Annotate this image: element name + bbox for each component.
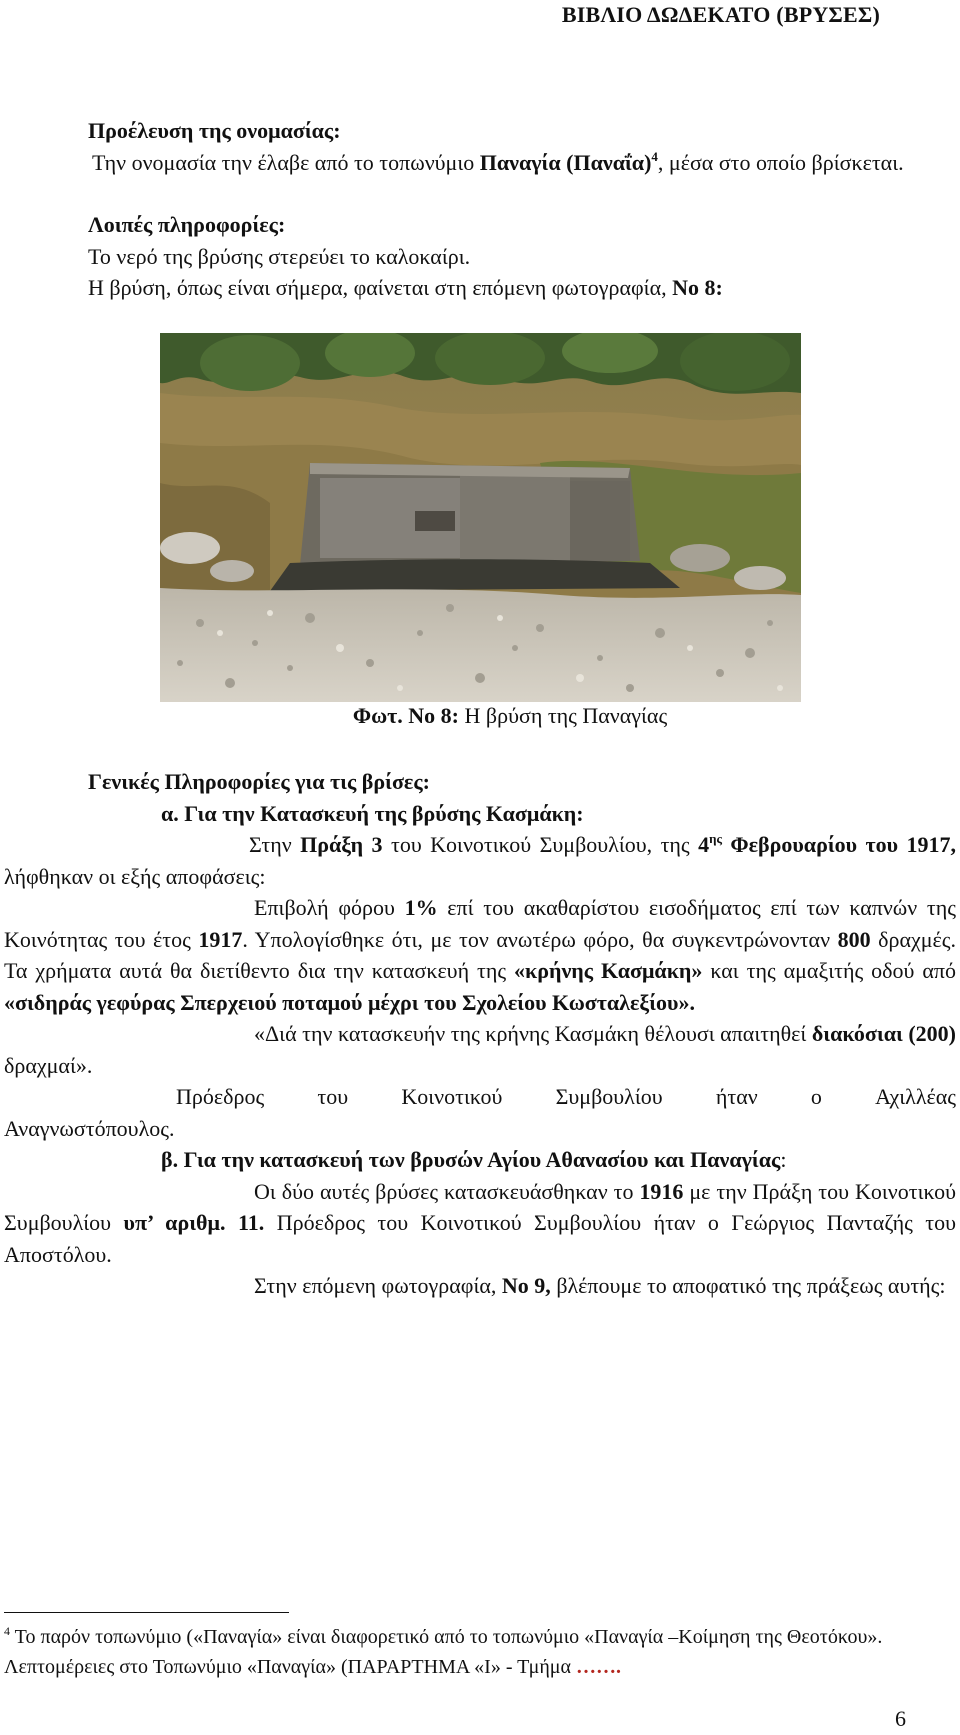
paragraph-5: Οι δύο αυτές βρύσες κατασκευάσθηκαν το 1916 με την Πράξη του Κοινοτικού Συμβουλίου υπ’ αριθμ. 11. Πρόεδρος του Κοινοτικού Συμβουλίου ήταν ο Γεώργιος Πανταζής του Αποστόλου. [4,1178,956,1267]
origin-section [4,115,956,178]
paragraph-4-last: Αναγνωστόπουλος. [4,1115,175,1141]
footnote-separator [4,1612,289,1613]
other-info-line1: Το νερό της βρύσης στερεύει το καλοκαίρι. [88,243,471,269]
paragraph-4: Πρόεδρος του Κοινοτικού Συμβουλίου ήταν ο Αχιλλέας [176,1084,956,1109]
general-heading: Γενικές Πληροφορίες για τις βρίσες: [88,769,430,794]
fountain-photo [160,333,801,702]
paragraph-1: Στην Πράξη 3 του Κοινοτικού Συμβουλίου, της $4^{\eta\varsigma}$ Φεβρουαρίου του 1917, λήφθηκαν οι εξής αποφάσεις: [4,831,957,889]
paragraph-2: Επιβολή φόρου 1% επί του ακαθαρίστου εισοδήματος επί των καπνών της Κοινότητας του έτος 1917. Υπολογίσθηκε ότι, με τον ανωτέρω φόρο, θα συγκεντρώνονταν 800 δραχμές. Τα χρήματα αυτά θα διετίθεντο δια την κατασκευή της «κρήνης Κασμάκη» και της αμαξιτής οδού από «σιδηράς γεφύρας Σπερχειού ποταμού μέχρι του Σχολείου Κωσταλεξίου». [4,895,957,1015]
running-header: ΒΙΒΛΙΟ ΔΩΔΕΚΑΤΟ (ΒΡΥΣΕΣ) [561,2,880,27]
other-info-line2: Η βρύση, όπως είναι σήμερα, φαίνεται στη επόμενη φωτογραφία, Νο 8: [88,275,723,300]
page-number: 6 [895,1706,906,1731]
footnote-ref: 4 [651,148,658,164]
paragraph-3: «Διά την κατασκευήν της κρήνης Κασμάκη θέλουσι απαιτηθεί διακόσιαι (200) δραχμαί». [4,1021,956,1078]
paragraph-6: Στην επόμενη φωτογραφία, Νο 9, βλέπουμε το αποφατικό της πράξεως αυτής: [254,1273,946,1298]
other-info-heading: Λοιπές πληροφορίες: [88,212,286,237]
toponym: Παναγία (Παναΐα) [479,149,652,175]
subheading-b: β. Για την κατασκευή των βρυσών Αγίου Αθανασίου και Παναγίας: [161,1147,787,1172]
subheading-a: α. Για την Κατασκευή της βρύσης Κασμάκη: [161,800,584,826]
origin-heading: Προέλευση της ονομασίας: [88,118,341,143]
general-info-section [4,766,956,1302]
photo-caption: Φωτ. Νο 8: Η βρύση της Παναγίας [352,703,668,728]
footnote: $^4$ Το παρόν τοπωνύμιο («Παναγία» είναι διαφορετικό από το τοπωνύμιο «Παναγία –Κοίμηση της Θεοτόκου». Λεπτομέρειες στο Τοπωνύμιο «Παναγία» (ΠΑΡΑΡΤΗΜΑ «Ι» - Τμήμα ……. [4,1624,883,1678]
other-info-section [4,209,956,304]
origin-paragraph: Την ονομασία την έλαβε από το τοπωνύμιο Παναγία $(\Pi\alpha\nu\alpha ΐ\alpha)^4$, μέσα στο οποίο βρίσκεται. [92,148,904,175]
